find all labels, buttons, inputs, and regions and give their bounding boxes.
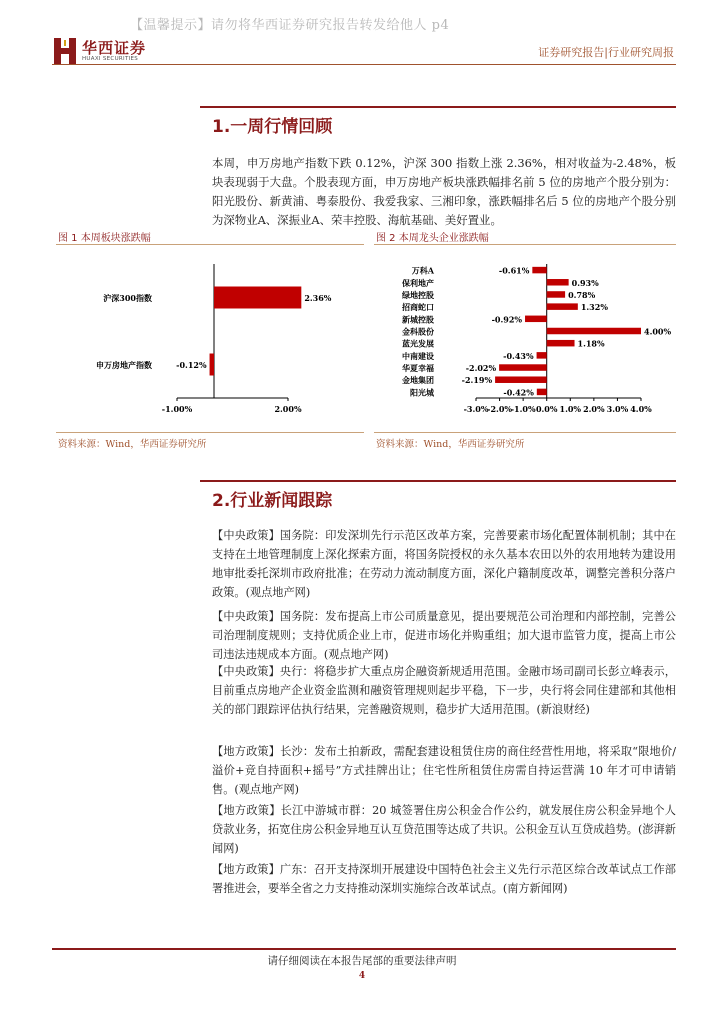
data-label: -2.02% bbox=[465, 363, 497, 374]
data-label: -0.43% bbox=[503, 350, 534, 361]
bar bbox=[532, 267, 546, 274]
news-item: 【中央政策】国务院：印发深圳先行示范区改革方案，完善要素市场化配置体制机制；其中在支持在土地管理制度上深化探索方面，将国务院授权的永久基本农田以外的农用地转为建设用地审批委托深圳市政府批准；在劳动力流动制度方面，深化户籍制度改革，调整完善积分落户政策。(观点地产网) bbox=[212, 529, 676, 599]
category-label: 新城控股 bbox=[402, 314, 434, 325]
news-item: 【中央政策】国务院：发布提高上市公司质量意见，提出要规范公司治理和内部控制，完善公司治理制度规则；支持优质企业上市，促进市场化并购重组；加大退市监管力度，提高上市公司违法违规成本方面。(观点地产网) bbox=[212, 610, 676, 661]
header-divider bbox=[52, 64, 676, 65]
bar bbox=[495, 376, 547, 383]
footer-divider bbox=[52, 948, 676, 950]
bar bbox=[547, 303, 578, 310]
bar bbox=[499, 364, 547, 371]
bar bbox=[547, 291, 565, 298]
figure-2-bottom-rule bbox=[374, 432, 676, 433]
data-label: -0.61% bbox=[498, 265, 530, 276]
data-label: 1.18% bbox=[577, 338, 605, 349]
section-1-top-rule bbox=[200, 106, 676, 108]
category-label: 金科股份 bbox=[402, 326, 434, 337]
x-tick-label: -3.0% bbox=[463, 404, 489, 414]
market-review-paragraph: 本周，申万房地产指数下跌 0.12%，沪深 300 指数上涨 2.36%，相对收益为-2.48%，板块表现弱于大盘。个股表现方面，申万房地产板块涨跌幅排名前 5 位的房地产个股分别为：阳光股份、新黄浦、粤泰股份、我爱我家、三湘印象，涨跌幅排名后 5 位的房地产个股分别为深物业A、深振业A、荣丰控股、海航基础、美好置业。 bbox=[212, 156, 676, 227]
category-label: 蓝光发展 bbox=[402, 338, 434, 349]
figure-2-title: 图 2 本周龙头企业涨跌幅 bbox=[376, 233, 489, 244]
company-logo bbox=[52, 36, 152, 66]
watermark-text: 【温馨提示】请勿将华西证券研究报告转发给他人 p4 bbox=[130, 18, 450, 33]
x-tick-label: 0.0% bbox=[535, 404, 558, 414]
category-label: 阳光城 bbox=[410, 387, 434, 398]
category-label: 保利地产 bbox=[402, 277, 434, 288]
leading-companies-chart bbox=[374, 248, 676, 432]
bar bbox=[547, 340, 575, 347]
logo-english-name: HUAXI SECURITIES bbox=[82, 56, 139, 62]
data-label: 0.93% bbox=[571, 277, 599, 288]
news-item: 【地方政策】长江中游城市群：20 城签署住房公积金合作公约，就发展住房公积金异地个人贷款业务，拓宽住房公积金异地互认互贷范围等达成了共识。公积金互认互贷成趋势。(澎湃新闻网) bbox=[212, 804, 676, 855]
x-tick-label: 2.0% bbox=[583, 404, 605, 414]
report-type-label: 证券研究报告|行业研究周报 bbox=[538, 46, 674, 59]
figure-1-source: 资料来源：Wind，华西证券研究所 bbox=[58, 439, 207, 450]
data-label: -0.42% bbox=[503, 387, 534, 398]
bar bbox=[214, 287, 301, 309]
data-label: 2.36% bbox=[304, 293, 332, 303]
news-item: 【地方政策】广东：召开支持深圳开展建设中国特色社会主义先行示范区综合改革试点工作部署推进会，要举全省之力支持推动深圳实施综合改革试点。(南方新闻网) bbox=[212, 863, 676, 895]
logo-chinese-name: 华西证券 bbox=[82, 39, 147, 57]
category-label: 沪深300指数 bbox=[103, 293, 152, 303]
x-tick-label: 3.0% bbox=[606, 404, 629, 414]
figure-1-bottom-rule bbox=[56, 432, 364, 433]
bar bbox=[547, 328, 641, 335]
section-2-title: 2.行业新闻跟踪 bbox=[212, 491, 333, 511]
bar bbox=[525, 316, 547, 323]
data-label: -0.92% bbox=[491, 314, 523, 325]
data-label: 1.32% bbox=[580, 302, 608, 313]
category-label: 中南建设 bbox=[402, 350, 434, 361]
section-2-top-rule bbox=[200, 480, 676, 482]
news-item: 【地方政策】长沙：发布土拍新政，需配套建设租赁住房的商住经营性用地，将采取“限地价/溢价+竞自持面积+摇号”方式挂牌出让；住宅性所租赁住房需自持运营满 10 年才可申请销售。(观点地产网) bbox=[212, 745, 676, 796]
data-label: -0.12% bbox=[176, 360, 207, 370]
category-label: 招商蛇口 bbox=[402, 302, 434, 313]
bar bbox=[537, 352, 547, 359]
sector-change-chart bbox=[56, 248, 364, 432]
bar bbox=[210, 354, 214, 376]
data-label: -2.19% bbox=[461, 375, 493, 386]
x-tick-label: -1.0% bbox=[510, 404, 536, 414]
category-label: 金地集团 bbox=[402, 375, 434, 386]
figure-1-title: 图 1 本周板块涨跌幅 bbox=[58, 233, 151, 244]
figure-2-source: 资料来源：Wind，华西证券研究所 bbox=[376, 439, 525, 450]
category-label: 华夏幸福 bbox=[402, 363, 434, 374]
x-tick-label: -2.0% bbox=[487, 404, 512, 414]
logo-mark-icon bbox=[52, 36, 78, 66]
legal-notice: 请仔细阅读在本报告尾部的重要法律声明 bbox=[267, 955, 457, 967]
x-tick-label: 1.0% bbox=[559, 404, 582, 414]
category-label: 万科A bbox=[411, 265, 434, 276]
category-label: 申万房地产指数 bbox=[96, 360, 152, 370]
x-tick-label: 2.00% bbox=[274, 404, 302, 414]
page-number: 4 bbox=[358, 971, 366, 981]
section-1-title: 1.一周行情回顾 bbox=[212, 117, 333, 137]
category-label: 绿地控股 bbox=[402, 289, 434, 300]
bar bbox=[537, 389, 547, 396]
data-label: 4.00% bbox=[644, 326, 672, 337]
bar bbox=[547, 279, 569, 286]
figure-1-top-rule bbox=[56, 244, 364, 245]
x-tick-label: -1.00% bbox=[161, 404, 193, 414]
news-item: 【中央政策】央行：将稳步扩大重点房企融资新规适用范围。金融市场司副司长彭立峰表示，目前重点房地产企业资金监测和融资管理规则起步平稳，下一步，央行将会同住建部和其他相关的部门跟踪评估执行结果，完善融资规则，稳步扩大适用范围。(新浪财经) bbox=[212, 665, 676, 716]
x-tick-label: 4.0% bbox=[630, 404, 652, 414]
data-label: 0.78% bbox=[568, 289, 596, 300]
figure-2-top-rule bbox=[374, 244, 676, 245]
